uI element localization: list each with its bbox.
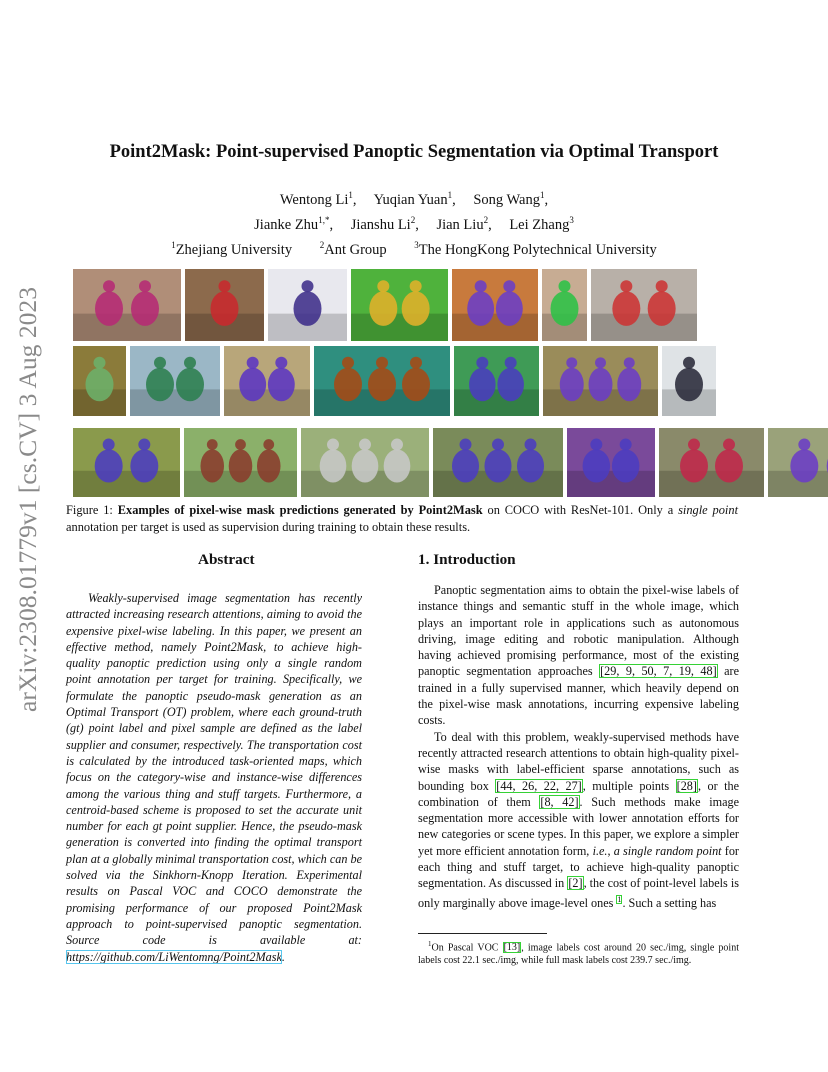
thing-mask-region	[566, 357, 577, 368]
mask-example-image	[591, 269, 697, 341]
abstract-end: .	[281, 949, 285, 964]
thing-mask-region	[517, 449, 544, 482]
caption-bold: Examples of pixel-wise mask predictions generated by Point2Mask	[117, 503, 483, 517]
mask-example-image	[185, 269, 264, 341]
intro-italic: a single random point	[613, 843, 722, 858]
ground-mask-region	[659, 471, 764, 497]
thing-mask-region	[200, 449, 224, 482]
thing-mask-region	[612, 449, 640, 482]
ground-mask-region	[591, 314, 697, 341]
ground-mask-region	[454, 389, 539, 416]
affil-sup: 2	[319, 239, 325, 250]
ground-mask-region	[351, 314, 448, 341]
mask-example-thumbnail	[452, 269, 538, 341]
thing-mask-region	[176, 368, 204, 402]
affiliation: Ant Group	[324, 241, 387, 258]
thing-mask-region	[656, 280, 668, 292]
thing-mask-region	[683, 357, 695, 369]
author-affil-sup: 1	[447, 190, 453, 200]
citation-link[interactable]: [44, 26, 22, 27]	[496, 778, 582, 793]
thing-mask-region	[257, 449, 281, 482]
thing-mask-region	[475, 280, 487, 292]
affiliation: The HongKong Polytechnical University	[418, 241, 657, 258]
ground-mask-region	[130, 389, 220, 416]
affil-sup: 3	[414, 239, 419, 250]
thing-mask-region	[154, 357, 166, 369]
thing-mask-region	[138, 439, 150, 451]
affiliation-line	[0, 235, 828, 260]
thing-mask-region	[334, 368, 362, 402]
mask-example-image	[433, 428, 563, 497]
mask-example-thumbnail	[591, 269, 697, 341]
thing-mask-region	[247, 357, 259, 369]
thing-mask-region	[590, 439, 602, 451]
author-name: Jian Liu	[436, 216, 484, 233]
mask-example-image	[543, 346, 658, 416]
mask-example-image	[73, 346, 126, 416]
citation-link[interactable]: [28]	[676, 778, 697, 793]
thing-mask-region	[239, 368, 266, 402]
mask-example-thumbnail	[543, 346, 658, 416]
figure-1-mask-examples	[73, 269, 729, 497]
thing-mask-region	[103, 439, 115, 451]
mask-example-thumbnail	[768, 428, 828, 497]
affiliation: Zhejiang University	[175, 241, 293, 258]
footnote-marker-link[interactable]: 1	[617, 894, 622, 904]
footnote-text: On Pascal VOC	[431, 942, 503, 954]
thing-mask-region	[95, 449, 123, 482]
thing-mask-region	[327, 439, 339, 451]
author-name: Song Wang	[473, 191, 540, 208]
thing-mask-region	[94, 357, 106, 369]
thing-mask-region	[86, 368, 114, 402]
ground-mask-region	[73, 471, 180, 497]
author-affil-sup: 2	[410, 214, 416, 225]
intro-text: ,	[607, 843, 614, 858]
thing-mask-region	[460, 439, 472, 451]
thing-mask-region	[680, 449, 708, 482]
thing-mask-region	[219, 280, 231, 292]
affil-sup: 1	[171, 239, 176, 250]
intro-text: are trained in a fully supervised manner, which heavily depend on the pixel-wise mask annotations, incurring expensive labeling costs.	[418, 664, 739, 728]
thing-mask-region	[410, 357, 422, 369]
thing-mask-region	[688, 439, 700, 451]
author-affil-sup: 3	[569, 214, 574, 225]
thing-mask-region	[391, 439, 403, 451]
thing-mask-region	[723, 439, 735, 451]
thing-mask-region	[452, 449, 479, 482]
mask-example-image	[454, 346, 539, 416]
ground-mask-region	[452, 314, 538, 341]
mask-example-image	[224, 346, 310, 416]
thing-mask-region	[184, 357, 196, 369]
thing-mask-region	[648, 291, 676, 326]
author-affil-sup: 1,*	[318, 214, 330, 225]
thing-mask-region	[617, 368, 641, 402]
intro-text: Panoptic segmentation aims to obtain the pixel-wise labels of instance things and semantic stuff in the whole image, which plays an important role in applications such as autonomous driving, image editing and robotic manipulation. Although having achieved promising performance, most of the existing panoptic segmentation approaches	[418, 583, 739, 679]
mask-example-image	[184, 428, 297, 497]
intro-paragraph-2	[418, 729, 739, 911]
thing-mask-region	[612, 291, 640, 326]
mask-example-thumbnail	[130, 346, 220, 416]
mask-example-image	[659, 428, 764, 497]
footnote-text: , image labels cost around 20 sec./img, single point labels cost 22.1 sec./img, while full mask labels cost 239.7 sec./img.	[418, 942, 739, 967]
thing-mask-region	[620, 280, 632, 292]
mask-example-thumbnail	[185, 269, 264, 341]
author-line-2: Jianke Zhu$^{1,*}$, Jianshu Li$^2$, Jian Liu$^2$, Lei Zhang$^3$	[254, 214, 574, 233]
mask-example-thumbnail	[351, 269, 448, 341]
author-name: Jianshu Li	[350, 216, 411, 233]
thing-mask-region	[790, 449, 818, 482]
citation-link[interactable]: [13]	[503, 942, 521, 954]
author-line-1: Wentong Li$^1$, Yuqian Yuan$^1$, Song Wang$^1$,	[279, 190, 549, 208]
intro-text: . Such methods make image segmentation more accessible with lower annotation efforts for new categories or scene types. In this paper, we explore a simpler yet more efficient annotation form,	[418, 794, 739, 858]
arxiv-identifier-stamp	[2, 287, 46, 712]
ground-mask-region	[567, 471, 655, 497]
thing-mask-region	[496, 291, 523, 326]
caption-text: on COCO with ResNet-101. Only a	[482, 503, 679, 517]
author-name: Wentong Li	[279, 191, 349, 208]
abstract-heading: Abstract	[198, 551, 255, 568]
caption-label: Figure 1:	[66, 503, 113, 517]
thing-mask-region	[211, 291, 239, 326]
mask-example-thumbnail	[73, 346, 126, 416]
thing-mask-region	[342, 357, 354, 369]
mask-example-image	[768, 428, 828, 497]
mask-example-thumbnail	[73, 428, 180, 497]
thing-mask-region	[484, 449, 511, 482]
intro-text: for each thing and stuff target, to achieve high-quality panoptic segmentation. As discussed in	[418, 843, 739, 891]
intro-text: . Such a setting has	[622, 895, 717, 910]
thing-mask-region	[275, 357, 287, 369]
thing-mask-region	[410, 280, 422, 292]
thing-mask-region	[675, 368, 703, 402]
thing-mask-region	[525, 439, 537, 451]
mask-example-image	[130, 346, 220, 416]
mask-example-image	[542, 269, 587, 341]
thing-mask-region	[139, 280, 151, 292]
thing-mask-region	[476, 357, 488, 369]
intro-text: , multiple points	[582, 778, 676, 793]
mask-example-thumbnail	[454, 346, 539, 416]
author-block	[0, 185, 828, 259]
thing-mask-region	[146, 368, 174, 402]
thing-mask-region	[589, 368, 613, 402]
mask-example-image	[301, 428, 429, 497]
caption-tail: annotation per target is used as supervision during training to obtain these results.	[66, 519, 471, 534]
thing-mask-region	[263, 439, 274, 450]
mask-example-thumbnail	[662, 346, 716, 416]
thing-mask-region	[551, 291, 579, 326]
author-affil-sup: 1	[348, 190, 353, 200]
author-affil-sup: 2	[483, 214, 489, 225]
abstract-text: Weakly-supervised image segmentation has recently attracted increasing research attentions, aiming to avoid the expensive pixel-wise labeling. In this paper, we present an effective method, namely Point2Mask, to achieve high-quality panoptic prediction using only a single random point annotation per target for training. Specifically, we formulate the panoptic pseudo-mask generation as an Optimal Transport (OT) problem, where each ground-truth (gt) point label and pixel sample are defined as the label supplier and consumer, respectively. The transportation cost is calculated by the introduced task-oriented maps, which focus on the category-wise and instance-wise differences among the various thing and stuff targets. Furthermore, a centroid-based scheme is proposed to set the accurate unit number for each gt point supplier. Hence, the pseudo-mask generation is converted into finding the optimal transport plan at a globally minimal transportation cost, which can be solved via the Sinkhorn-Knopp Iteration. Experimental results on Pascal VOC and COCO demonstrate the promising performance of our proposed Point2Mask approach to point-supervised panoptic segmentation. Source code is available at:	[66, 591, 362, 948]
intro-paragraph-1	[418, 582, 739, 729]
thing-mask-region	[103, 280, 115, 292]
thing-mask-region	[583, 449, 611, 482]
thing-mask-region	[503, 280, 515, 292]
ground-mask-region	[73, 314, 181, 341]
footnote-rule	[418, 933, 547, 934]
source-code-link[interactable]: https://github.com/LiWentomng/Point2Mask	[66, 949, 282, 964]
thing-mask-region	[369, 291, 397, 326]
mask-example-thumbnail	[184, 428, 297, 497]
thing-mask-region	[268, 368, 295, 402]
caption-italic: single point	[678, 503, 739, 517]
thing-mask-region	[359, 439, 371, 451]
thing-mask-region	[207, 439, 218, 450]
thing-mask-region	[352, 449, 379, 482]
arxiv-id-text: arXiv:2308.01779v1 [cs.CV] 3 Aug 2023	[13, 288, 42, 712]
author-name: Jianke Zhu	[254, 216, 319, 233]
thing-mask-region	[229, 449, 253, 482]
thing-mask-region	[294, 291, 322, 326]
mask-example-thumbnail	[433, 428, 563, 497]
intro-heading: 1. Introduction	[418, 551, 516, 568]
footnote-sup: 1	[428, 940, 432, 948]
thing-mask-region	[624, 357, 635, 368]
thing-mask-region	[469, 368, 496, 402]
mask-example-image	[567, 428, 655, 497]
footnote	[418, 938, 739, 967]
thing-mask-region	[715, 449, 743, 482]
citation-link[interactable]: [2]	[568, 876, 583, 891]
ground-mask-region	[224, 389, 310, 416]
intro-text: , the cost of point-level labels is only marginally above image-level ones	[418, 876, 739, 910]
citation-link[interactable]: [8, 42]	[540, 794, 579, 809]
intro-text: To deal with this problem, weakly-supervised methods have recently attracted research attentions to obtain high-quality pixel-wise masks with label-efficient sparse annotations, such as bounding box	[418, 729, 739, 793]
figure-caption	[66, 502, 738, 535]
thing-mask-region	[559, 280, 571, 292]
mask-example-image	[268, 269, 347, 341]
thing-mask-region	[376, 357, 388, 369]
mask-example-thumbnail	[73, 269, 181, 341]
thing-mask-region	[402, 291, 430, 326]
intro-text: , or the combination of them	[418, 778, 739, 809]
thing-mask-region	[384, 449, 411, 482]
mask-example-thumbnail	[314, 346, 450, 416]
mask-example-thumbnail	[542, 269, 587, 341]
citation-link[interactable]: [29, 9, 50, 7, 19, 48]	[600, 664, 717, 679]
mask-example-image	[351, 269, 448, 341]
thing-mask-region	[497, 368, 524, 402]
thing-mask-region	[595, 357, 606, 368]
thing-mask-region	[798, 439, 810, 451]
thing-mask-region	[320, 449, 347, 482]
mask-example-thumbnail	[567, 428, 655, 497]
author-name: Yuqian Yuan	[373, 191, 448, 208]
mask-example-image	[452, 269, 538, 341]
thing-mask-region	[377, 280, 389, 292]
author-affil-sup: 1	[539, 190, 545, 200]
thing-mask-region	[560, 368, 584, 402]
thing-mask-region	[302, 280, 314, 292]
thing-mask-region	[505, 357, 517, 369]
mask-example-thumbnail	[268, 269, 347, 341]
mask-example-image	[314, 346, 450, 416]
thing-mask-region	[368, 368, 396, 402]
thing-mask-region	[131, 291, 159, 326]
author-name: Lei Zhang	[509, 216, 570, 233]
mask-example-image	[73, 428, 180, 497]
mask-example-thumbnail	[301, 428, 429, 497]
abstract-body	[66, 590, 362, 965]
thing-mask-region	[235, 439, 246, 450]
mask-example-image	[662, 346, 716, 416]
mask-example-thumbnail	[659, 428, 764, 497]
paper-title: Point2Mask: Point-supervised Panoptic Segmentation via Optimal Transport	[109, 142, 719, 162]
thing-mask-region	[620, 439, 632, 451]
thing-mask-region	[95, 291, 123, 326]
intro-italic: i.e.	[592, 843, 608, 858]
intro-body	[418, 582, 739, 911]
mask-example-image	[73, 269, 181, 341]
thing-mask-region	[492, 439, 504, 451]
mask-example-thumbnail	[224, 346, 310, 416]
thing-mask-region	[467, 291, 494, 326]
thing-mask-region	[402, 368, 430, 402]
thing-mask-region	[130, 449, 158, 482]
